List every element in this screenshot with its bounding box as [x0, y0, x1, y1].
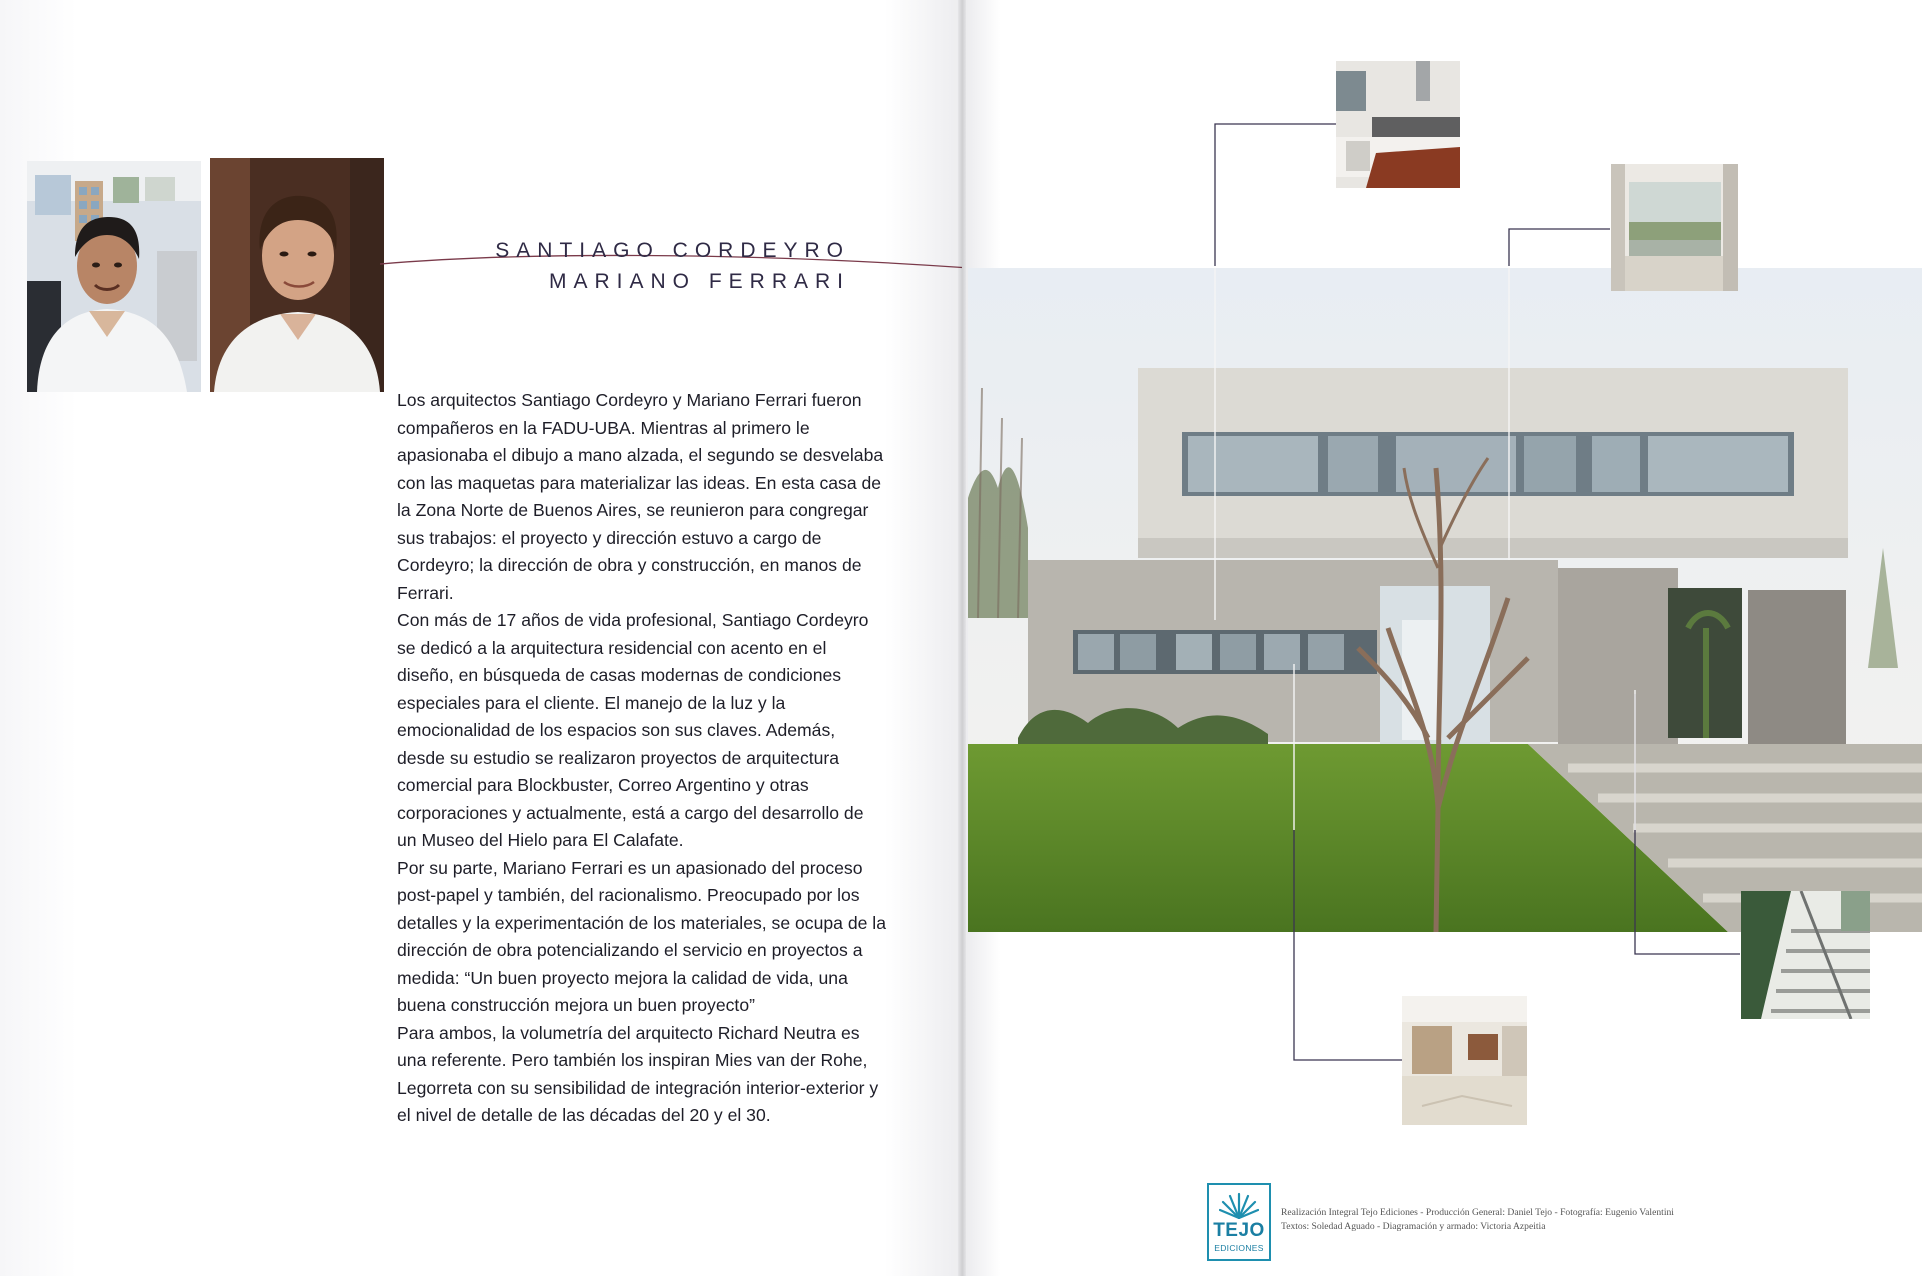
production-credits [1281, 1206, 1801, 1234]
paragraph: Por su parte, Mariano Ferrari es un apasionado del proceso post-papel y también, del racionalismo. Preocupado por los detalles y la experimentación de los materiales, se ocupa de la dirección de obra potencializando el servicio en proyectos a medida: “Un buen proyecto mejora la calidad de vida, una buena construcción mejora un buen proyecto” [397, 857, 886, 1015]
thumb-window-view-photo [1611, 164, 1738, 291]
logo-name: TEJO [1213, 1220, 1265, 1241]
name-santiago-cordeyro: SANTIAGO CORDEYRO [495, 239, 850, 262]
portrait-santiago-cordeyro [27, 161, 201, 392]
paragraph: Con más de 17 años de vida profesional, Santiago Cordeyro se dedicó a la arquitectura residencial con acento en el diseño, en búsqueda de casas modernas de condiciones especiales para el cliente. El manejo de la luz y la emocionalidad de los espacios son sus claves. Además, desde su estudio se realizaron proyectos de arquitectura comercial para Blockbuster, Correo Argentino y otras corporaciones y actualmente, está a cargo del desarrollo de un Museo del Hielo para El Calafate. [397, 610, 869, 850]
architect-names [380, 235, 850, 297]
tejo-ediciones-logo [1207, 1183, 1271, 1261]
article-body [397, 387, 887, 1130]
portrait-mariano-ferrari [210, 158, 384, 392]
name-mariano-ferrari: MARIANO FERRARI [548, 270, 850, 293]
thumb-staircase-photo [1741, 891, 1870, 1019]
paragraph: Los arquitectos Santiago Cordeyro y Mariano Ferrari fueron compañeros en la FADU-UBA. Mientras al primero le apasionaba el dibujo a mano alzada, el segundo se desvelaba con las maquetas para materializar las ideas. En esta casa de la Zona Norte de Buenos Aires, se reunieron para congregar sus trabajos: el proyecto y dirección estuvo a cargo de Cordeyro; la dirección de obra y construcción, en manos de Ferrari. [397, 390, 884, 603]
credits-line: Textos: Soledad Aguado - Diagramación y armado: Victoria Azpeitia [1281, 1221, 1546, 1232]
logo-subtitle: EDICIONES [1214, 1243, 1264, 1253]
paragraph: Para ambos, la volumetría del arquitecto Richard Neutra es una referente. Pero también los inspiran Mies van der Rohe, Legorreta con su sensibilidad de integración interior-exterior y el nivel de detalle de las décadas del 20 y el 30. [397, 1022, 879, 1125]
thumb-kitchen-photo [1336, 61, 1460, 188]
thumb-living-room-photo [1402, 996, 1527, 1125]
credits-line: Realización Integral Tejo Ediciones - Producción General: Daniel Tejo - Fotografía: Eugenio Valentini [1281, 1207, 1674, 1218]
sunburst-icon [1219, 1191, 1259, 1219]
